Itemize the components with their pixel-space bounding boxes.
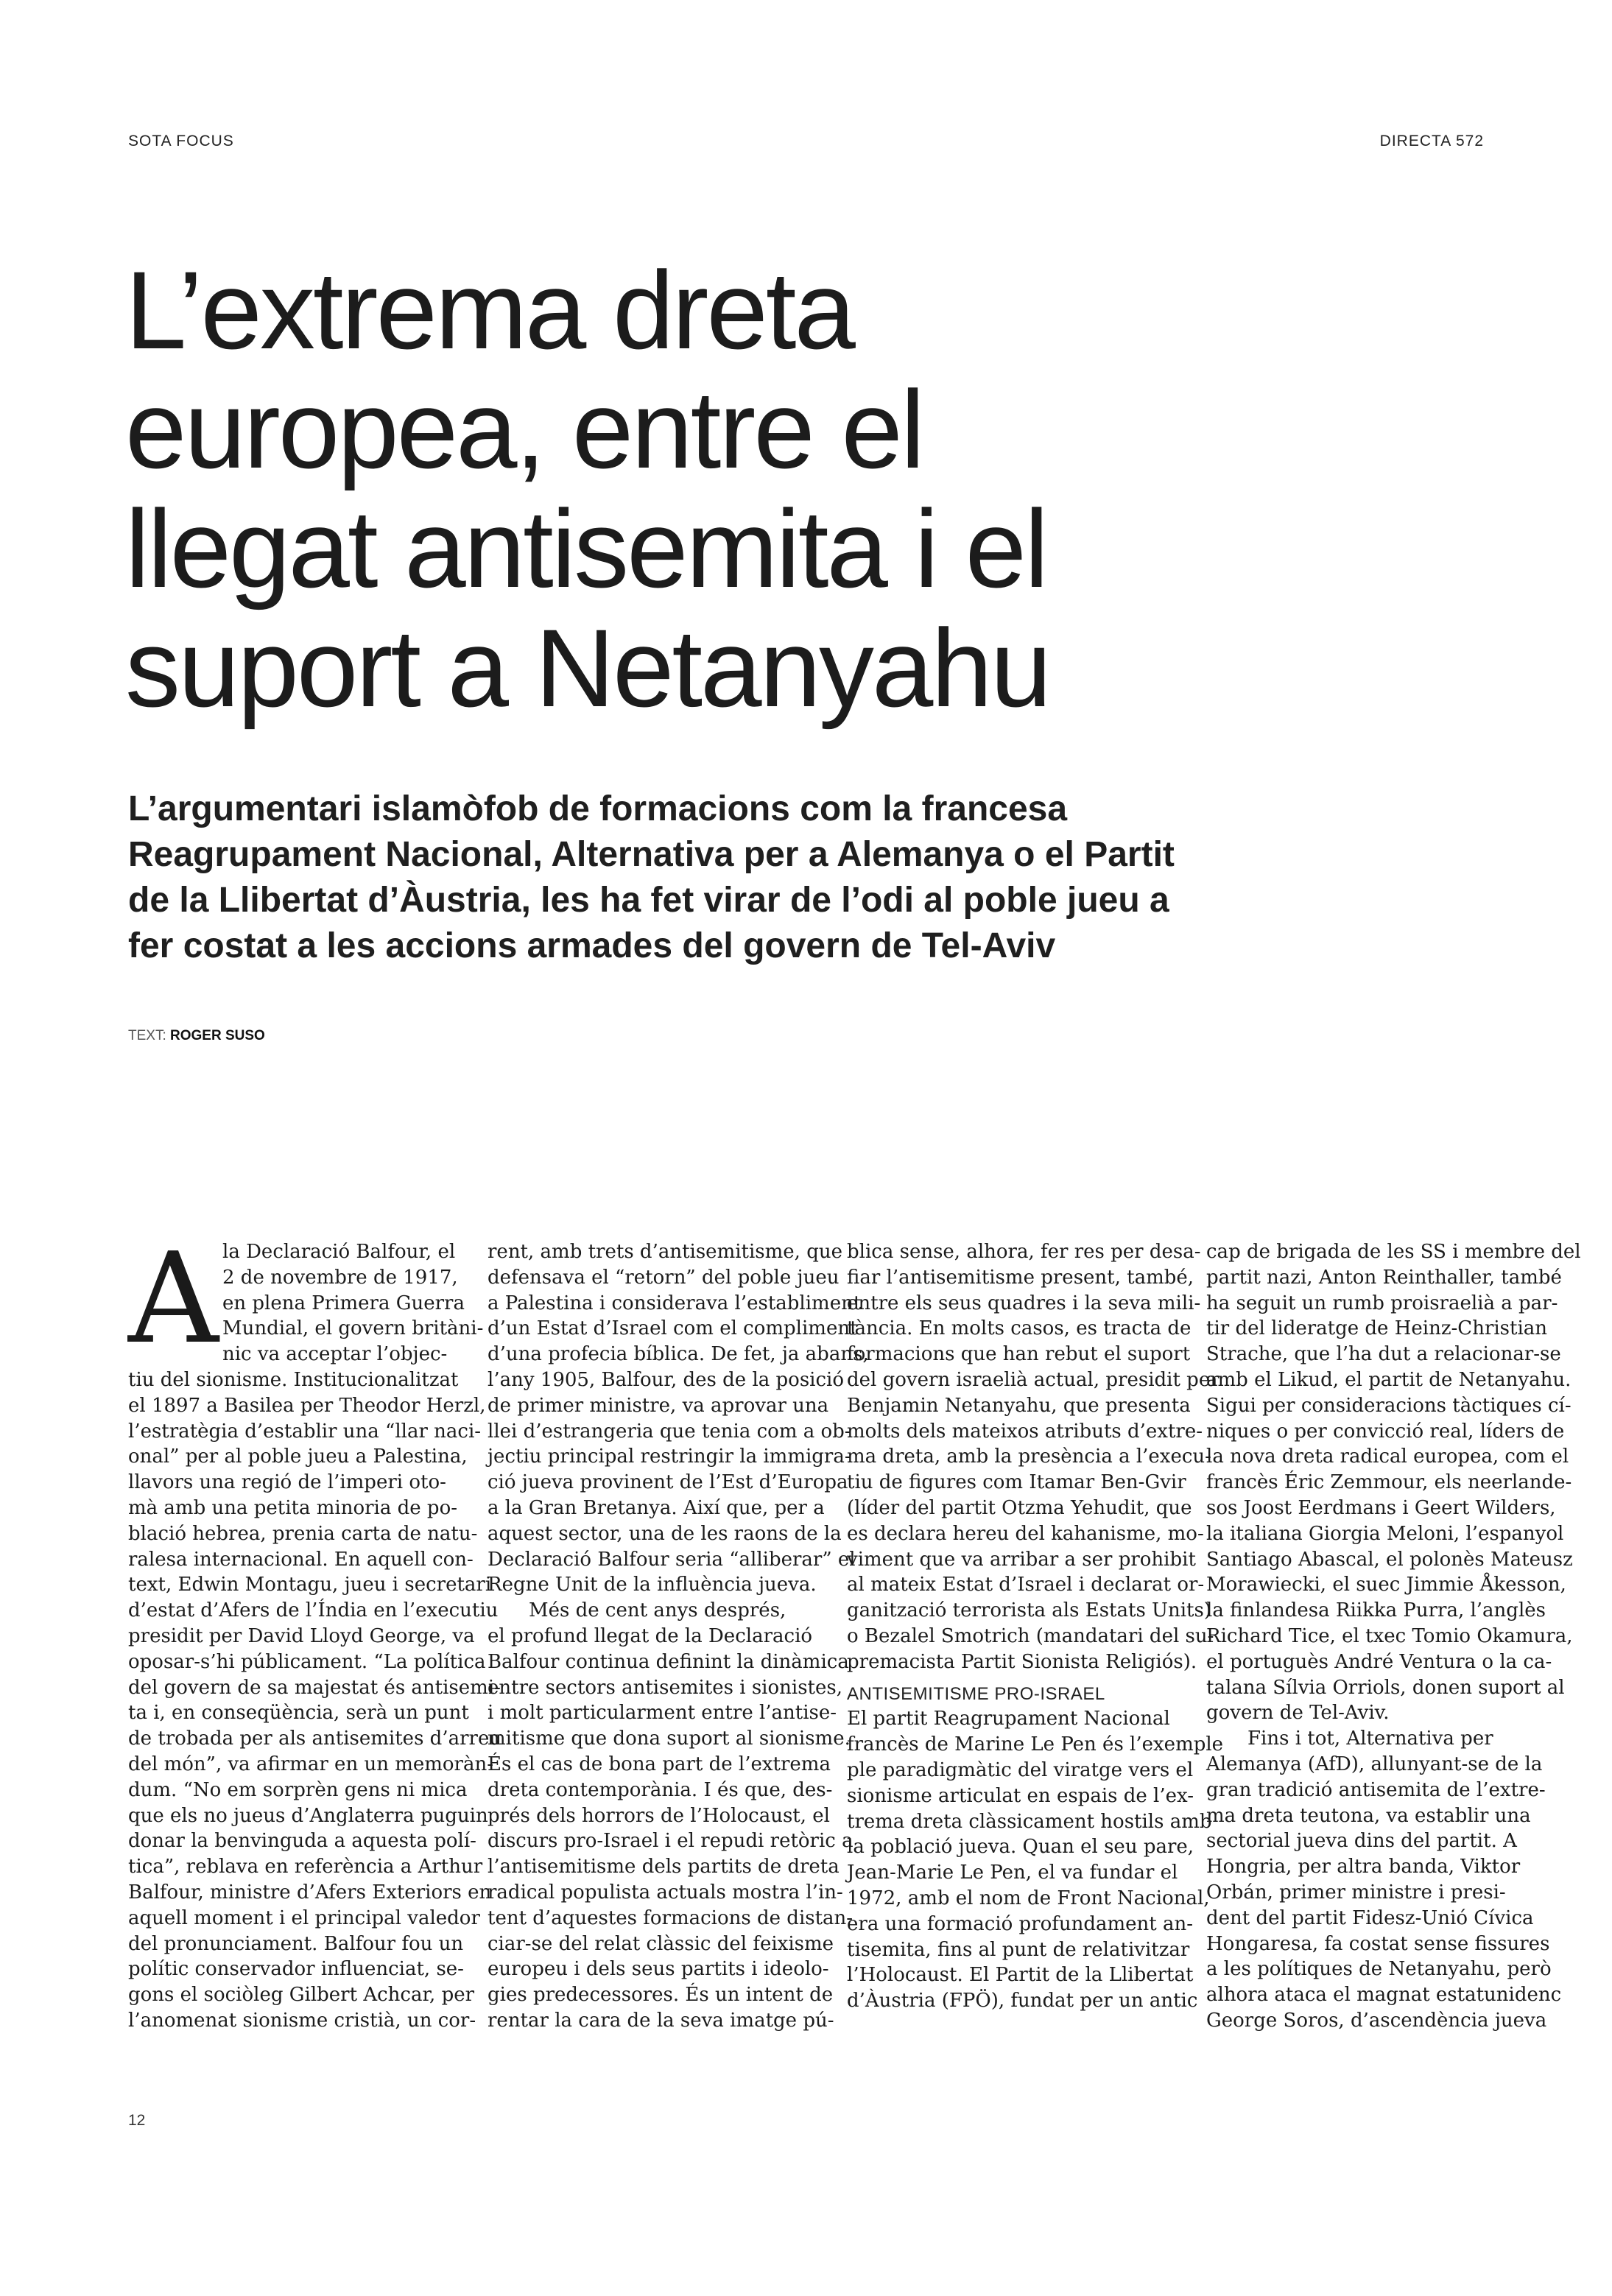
body-text-line: Morawiecki, el suec Jimmie Åkesson, (1206, 1574, 1566, 1596)
title-line: suport a Netanyahu (125, 606, 1050, 730)
body-text-line: el profund llegat de la Declaració (488, 1624, 813, 1647)
body-text-line: George Soros, d’ascendència jueva (1206, 2009, 1547, 2032)
body-text-line: dreta contemporània. I és que, des- (488, 1778, 833, 1801)
body-text-line: a les polítiques de Netanyahu, però (1206, 1958, 1552, 1981)
body-text-line: amb el Likud, el partit de Netanyahu. (1206, 1368, 1571, 1391)
body-text-line: Orbán, primer ministre i presi- (1206, 1881, 1506, 1904)
body-text-line: d’Àustria (FPÖ), fundat per un antic (847, 1990, 1198, 2012)
body-text-line: ma dreta teutona, va establir una (1206, 1804, 1531, 1827)
body-text-line: (líder del partit Otzma Yehudit, que (847, 1496, 1192, 1519)
body-text-line: del govern israelià actual, presidit per (847, 1368, 1219, 1391)
body-text-line: Sigui per consideracions tàctiques cí- (1206, 1394, 1571, 1417)
body-text-line: era una formació profundament an- (847, 1912, 1194, 1935)
body-text-line: francès Éric Zemmour, els neerlande- (1206, 1471, 1572, 1494)
body-text-line: ma dreta, amb la presència a l’execu- (847, 1445, 1211, 1468)
subtitle-line: L’argumentari islamòfob de formacions com la francesa (128, 789, 1068, 828)
body-text-line: llei d’estrangeria que tenia com a ob- (488, 1420, 851, 1443)
drop-cap: A (128, 1226, 219, 1372)
body-text-line: del pronunciament. Balfour fou un (128, 1932, 464, 1955)
title-line: llegat antisemita i el (125, 487, 1047, 610)
body-text-line: llavors una regió de l’imperi oto- (128, 1471, 446, 1494)
body-text-line: formacions que han rebut el suport (847, 1343, 1191, 1366)
body-text-line: mà amb una petita minoria de po- (128, 1496, 458, 1519)
body-text-line: de primer ministre, va aprovar una (488, 1394, 829, 1417)
body-text-line: la Declaració Balfour, el (222, 1241, 456, 1263)
body-text-line: ha seguit un rumb proisraelià a par- (1206, 1292, 1558, 1314)
body-text-line: tent d’aquestes formacions de distan- (488, 1906, 853, 1929)
body-text-line: Balfour, ministre d’Afers Exteriors en (128, 1881, 492, 1904)
body-text-line: ciar-se del relat clàssic del feixisme (488, 1932, 834, 1955)
article-subtitle (128, 786, 1380, 969)
body-column-4 (1206, 1239, 1581, 2034)
body-text-line: a la Gran Bretanya. Així que, per a (488, 1496, 825, 1519)
body-text-line: mitisme que dona suport al sionisme. (488, 1728, 851, 1750)
body-text-line: entre sectors antisemites i sionistes, (488, 1676, 842, 1699)
body-text-line: Fins i tot, Alternativa per (1247, 1728, 1493, 1750)
body-text-line: tiu del sionisme. Institucionalitzat (128, 1368, 459, 1391)
body-text-line: al mateix Estat d’Israel i declarat or- (847, 1574, 1205, 1596)
byline-author: ROGER SUSO (170, 1028, 265, 1043)
body-text-line: ció jueva provinent de l’Est d’Europa (488, 1471, 848, 1494)
body-text-line: en plena Primera Guerra (222, 1292, 465, 1314)
body-text-line: Mundial, el govern britàni- (222, 1317, 484, 1340)
body-text-line: trema dreta clàssicament hostils amb (847, 1810, 1212, 1833)
body-text-line: fiar l’antisemitisme present, també, (847, 1266, 1194, 1289)
body-text-line: Santiago Abascal, el polonès Mateusz (1206, 1548, 1573, 1571)
body-text-line: tiu de figures com Itamar Ben-Gvir (847, 1471, 1186, 1494)
body-text-line: nic va acceptar l’objec- (222, 1343, 448, 1366)
subtitle-line: Reagrupament Nacional, Alternativa per a Alemanya o el Partit (128, 835, 1175, 874)
body-text-line: Declaració Balfour seria “alliberar” el (488, 1548, 856, 1571)
body-text-line: l’anomenat sionisme cristià, un cor- (128, 2009, 476, 2032)
title-line: europea, entre el (125, 367, 923, 491)
body-text-line: Alemanya (AfD), allunyant-se de la (1206, 1753, 1543, 1775)
body-text-line: de trobada per als antisemites d’arreu (128, 1728, 502, 1750)
body-text-line: dum. “No em sorprèn gens ni mica (128, 1778, 468, 1801)
body-text-line: 1972, amb el nom de Front Nacional, (847, 1887, 1210, 1909)
body-text-line: onal” per al poble jueu a Palestina, (128, 1445, 468, 1468)
body-text-line: discurs pro-Israel i el repudi retòric a (488, 1830, 853, 1853)
body-text-line: que els no jueus d’Anglaterra puguin (128, 1804, 488, 1827)
body-text-line: el 1897 a Basilea per Theodor Herzl, (128, 1394, 486, 1417)
body-text-line: l’antisemitisme dels partits de dreta (488, 1856, 840, 1878)
body-text-line: El partit Reagrupament Nacional (847, 1708, 1170, 1730)
body-text-line: o Bezalel Smotrich (mandatari del su- (847, 1624, 1214, 1647)
subtitle-line: fer costat a les accions armades del govern de Tel-Aviv (128, 926, 1056, 965)
body-text-line: a Palestina i considerava l’establiment (488, 1292, 862, 1314)
body-text-line: rentar la cara de la seva imatge pú- (488, 2009, 834, 2032)
body-column-1 (128, 1226, 502, 2034)
byline (128, 1028, 265, 1044)
body-text-line: la finlandesa Riikka Purra, l’anglès (1206, 1599, 1546, 1622)
body-text-line: És el cas de bona part de l’extrema (488, 1753, 831, 1775)
body-text-line: niques o per convicció real, líders de (1206, 1420, 1565, 1443)
section-label: SOTA FOCUS (128, 133, 234, 149)
body-text-line: talana Sílvia Orriols, donen suport al (1206, 1676, 1565, 1699)
body-text-line: Richard Tice, el txec Tomio Okamura, (1206, 1624, 1573, 1647)
issue-label: DIRECTA 572 (1379, 133, 1484, 149)
body-text-line: d’un Estat d’Israel com el compliment (488, 1317, 858, 1340)
body-text-line: Hongaresa, fa costat sense fissures (1206, 1932, 1550, 1955)
body-text-line: Hongria, per altra banda, Viktor (1206, 1856, 1521, 1878)
body-text-line: el portuguès André Ventura o la ca- (1206, 1650, 1552, 1673)
running-header (128, 133, 1484, 150)
body-text-line: d’una profecia bíblica. De fet, ja abans, (488, 1343, 869, 1366)
body-text-line: text, Edwin Montagu, jueu i secretari (128, 1574, 492, 1596)
body-text-line: viment que va arribar a ser prohibit (847, 1548, 1196, 1571)
body-text-line: radical populista actuals mostra l’in- (488, 1881, 843, 1904)
body-text-line: Regne Unit de la influència jueva. (488, 1574, 817, 1596)
body-text-line: del govern de sa majestat és antisemi- (128, 1676, 501, 1699)
body-column-3 (847, 1239, 1224, 2034)
body-text-line: cap de brigada de les SS i membre del (1206, 1241, 1581, 1263)
body-text-line: la nova dreta radical europea, com el (1206, 1445, 1569, 1468)
body-text-line: sos Joost Eerdmans i Geert Wilders, (1206, 1496, 1556, 1519)
article-body (128, 1226, 1581, 2034)
body-text-line: 2 de novembre de 1917, (222, 1266, 458, 1289)
body-text-line: i molt particularment entre l’antise- (488, 1702, 837, 1725)
body-text-line: ganització terrorista als Estats Units) (847, 1599, 1211, 1622)
body-text-line: defensava el “retorn” del poble jueu (488, 1266, 840, 1289)
body-text-line: sectorial jueva dins del partit. A (1206, 1830, 1517, 1853)
body-text-line: molts dels mateixos atributs d’extre- (847, 1420, 1203, 1443)
body-text-line: gons el sociòleg Gilbert Achcar, per (128, 1984, 475, 2007)
body-text-line: europeu i dels seus partits i ideolo- (488, 1958, 829, 1981)
body-text-line: l’estratègia d’establir una “llar naci- (128, 1420, 482, 1443)
body-text-line: gran tradició antisemita de l’extre- (1206, 1778, 1546, 1801)
body-text-line: rent, amb trets d’antisemitisme, que (488, 1241, 842, 1263)
body-text-line: tisemita, fins al punt de relativitzar (847, 1938, 1190, 1961)
body-text-line: govern de Tel-Aviv. (1206, 1702, 1390, 1725)
body-text-line: donar la benvinguda a aquesta polí- (128, 1830, 476, 1853)
body-text-line: Strache, que l’ha dut a relacionar-se (1206, 1343, 1561, 1366)
title-line: L’extrema dreta (125, 248, 853, 372)
body-text-line: l’Holocaust. El Partit de la Llibertat (847, 1964, 1194, 1987)
body-text-line: tir del lideratge de Heinz-Christian (1206, 1317, 1548, 1340)
body-text-line: Benjamin Netanyahu, que presenta (847, 1394, 1191, 1417)
body-text-line: blació hebrea, prenia carta de natu- (128, 1522, 478, 1545)
body-text-line: aquell moment i el principal valedor (128, 1906, 480, 1929)
body-text-line: ralesa internacional. En aquell con- (128, 1548, 474, 1571)
body-text-line: entre els seus quadres i la seva mili- (847, 1292, 1201, 1314)
body-text-line: polític conservador influenciat, se- (128, 1958, 464, 1981)
body-text-line: d’estat d’Afers de l’Índia en l’executiu (128, 1599, 499, 1622)
section-heading: ANTISEMITISME PRO-ISRAEL (847, 1683, 1105, 1704)
body-text-line: blica sense, alhora, fer res per desa- (847, 1241, 1201, 1263)
body-text-line: jectiu principal restringir la immigra- (488, 1445, 851, 1468)
body-text-line: oposar-s’hi públicament. “La política (128, 1650, 486, 1673)
body-text-line: francès de Marine Le Pen és l’exemple (847, 1733, 1224, 1756)
byline-label: TEXT: (128, 1028, 166, 1043)
body-column-2 (488, 1239, 869, 2034)
body-text-line: partit nazi, Anton Reinthaller, també (1206, 1266, 1562, 1289)
body-text-line: presidit per David Lloyd George, va (128, 1624, 475, 1647)
body-text-line: sionisme articulat en espais de l’ex- (847, 1784, 1194, 1807)
body-text-line: prés dels horrors de l’Holocaust, el (488, 1804, 830, 1827)
body-text-line: l’any 1905, Balfour, des de la posició (488, 1368, 845, 1391)
body-text-line: premacista Partit Sionista Religiós). (847, 1650, 1197, 1673)
body-text-line: del món”, va afirmar en un memoràn- (128, 1753, 494, 1775)
body-text-line: ta i, en conseqüència, serà un punt (128, 1702, 469, 1725)
body-text-line: aquest sector, una de les raons de la (488, 1522, 842, 1545)
article-title (125, 250, 1451, 728)
body-text-line: gies predecessores. És un intent de (488, 1984, 834, 2007)
body-text-line: Balfour continua definint la dinàmica (488, 1650, 849, 1673)
body-text-line: tància. En molts casos, es tracta de (847, 1317, 1192, 1340)
page-number: 12 (128, 2112, 146, 2129)
body-text-line: es declara hereu del kahanisme, mo- (847, 1522, 1204, 1545)
body-text-line: alhora ataca el magnat estatunidenc (1206, 1984, 1562, 2007)
body-text-line: Jean-Marie Le Pen, el va fundar el (847, 1862, 1178, 1884)
body-text-line: la població jueva. Quan el seu pare, (847, 1836, 1194, 1859)
subtitle-line: de la Llibertat d’Àustria, les ha fet virar de l’odi al poble jueu a (128, 881, 1169, 920)
body-text-line: dent del partit Fidesz-Unió Cívica (1206, 1906, 1534, 1929)
body-text-line: Més de cent anys després, (529, 1599, 786, 1622)
body-text-line: la italiana Giorgia Meloni, l’espanyol (1206, 1522, 1564, 1545)
body-text-line: ple paradigmàtic del viratge vers el (847, 1758, 1194, 1781)
body-text-line: tica”, reblava en referència a Arthur (128, 1856, 483, 1878)
